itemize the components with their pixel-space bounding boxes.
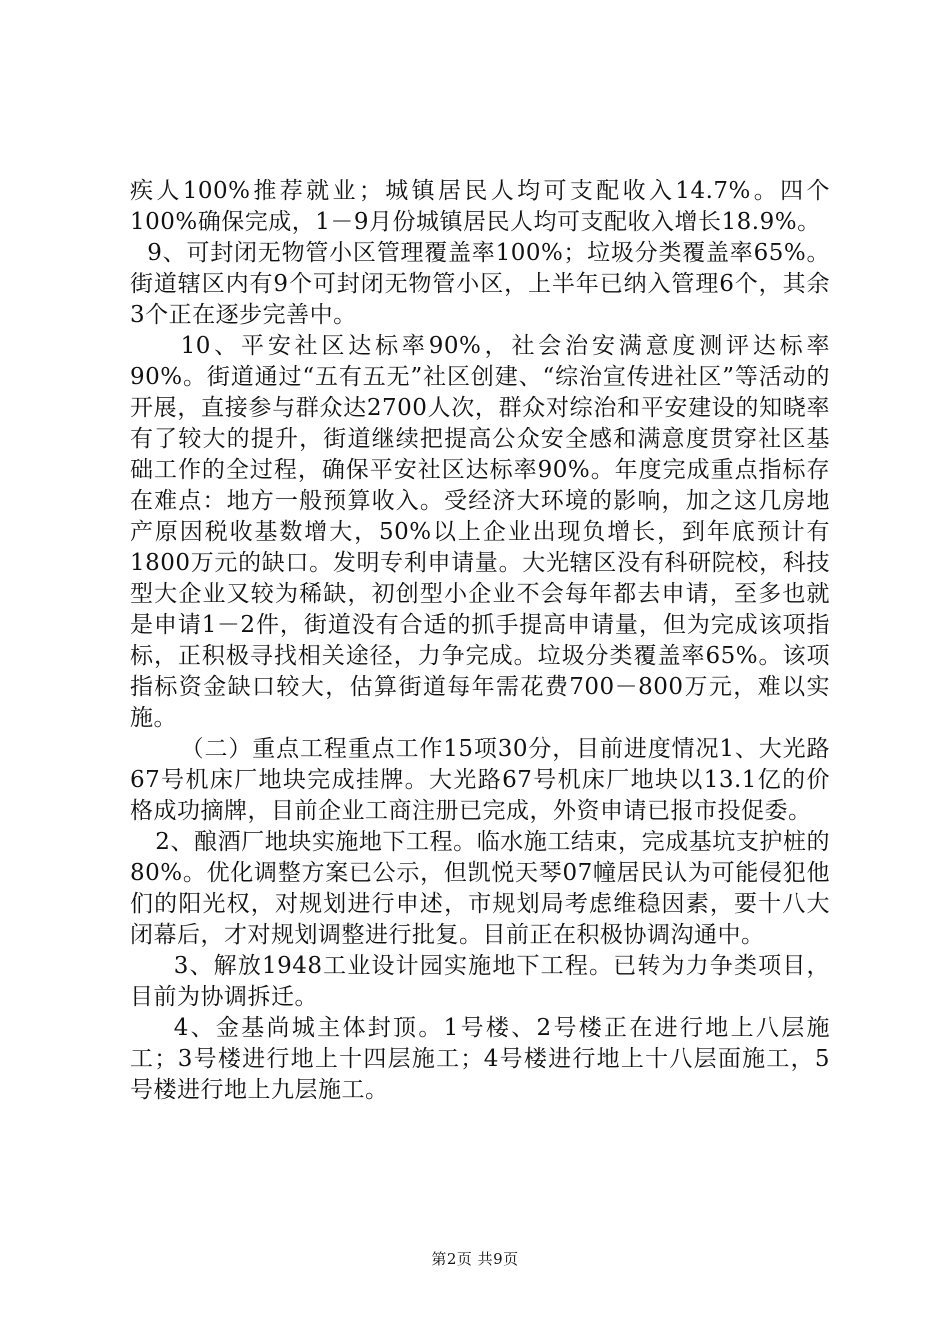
paragraph-project-4: 4、金基尚城主体封顶。1号楼、2号楼正在进行地上八层施工；3号楼进行地上十四层施工；4号楼进行地上十八层面施工，5号楼进行地上九层施工。 <box>130 1015 830 1103</box>
paragraph-project-2: 2、酿酒厂地块实施地下工程。临水施工结束，完成基坑支护桩的80%。优化调整方案已公示，但凯悦天琴07幢居民认为可能侵犯他们的阳光权，对规划进行申述，市规划局考虑维稳因素，要十八大闭幕后，才对规划调整进行批复。目前正在积极协调沟通中。 <box>130 829 830 948</box>
paragraph-project-3: 3、解放1948工业设计园实施地下工程。已转为力争类项目，目前为协调拆迁。 <box>130 953 830 1010</box>
document-body <box>130 176 830 1106</box>
paragraph-key-projects: （二）重点工程重点工作15项30分，目前进度情况1、大光路67号机床厂地块完成挂牌。大光路67号机床厂地块以13.1亿的价格成功摘牌，目前企业工商注册已完成，外资申请已报市投促委。 <box>130 736 830 824</box>
paragraph-continuation: 疾人100%推荐就业；城镇居民人均可支配收入14.7%。四个100%确保完成，1－9月份城镇居民人均可支配收入增长18.9%。 <box>130 178 830 235</box>
page-number-footer: 第2页 共9页 <box>431 1250 519 1268</box>
paragraph-item-10: 10、平安社区达标率90%，社会治安满意度测评达标率90%。街道通过“五有五无”社区创建、“综治宣传进社区”等活动的开展，直接参与群众达2700人次，群众对综治和平安建设的知晓率有了较大的提升，街道继续把提高公众安全感和满意度贯穿社区基础工作的全过程，确保平安社区达标率90%。年度完成重点指标存在难点：地方一般预算收入。受经济大环境的影响，加之这几房地产原因税收基数增大，50%以上企业出现负增长，到年底预计有1800万元的缺口。发明专利申请量。大光辖区没有科研院校，科技型大企业又较为稀缺，初创型小企业不会每年都去申请，至多也就是申请1－2件，街道没有合适的抓手提高申请量，但为完成该项指标，正积极寻找相关途径，力争完成。垃圾分类覆盖率65%。该项指标资金缺口较大，估算街道每年需花费700－800万元，难以实施。 <box>130 333 830 731</box>
paragraph-item-9: 9、可封闭无物管小区管理覆盖率100%；垃圾分类覆盖率65%。街道辖区内有9个可封闭无物管小区，上半年已纳入管理6个，其余3个正在逐步完善中。 <box>130 240 830 328</box>
